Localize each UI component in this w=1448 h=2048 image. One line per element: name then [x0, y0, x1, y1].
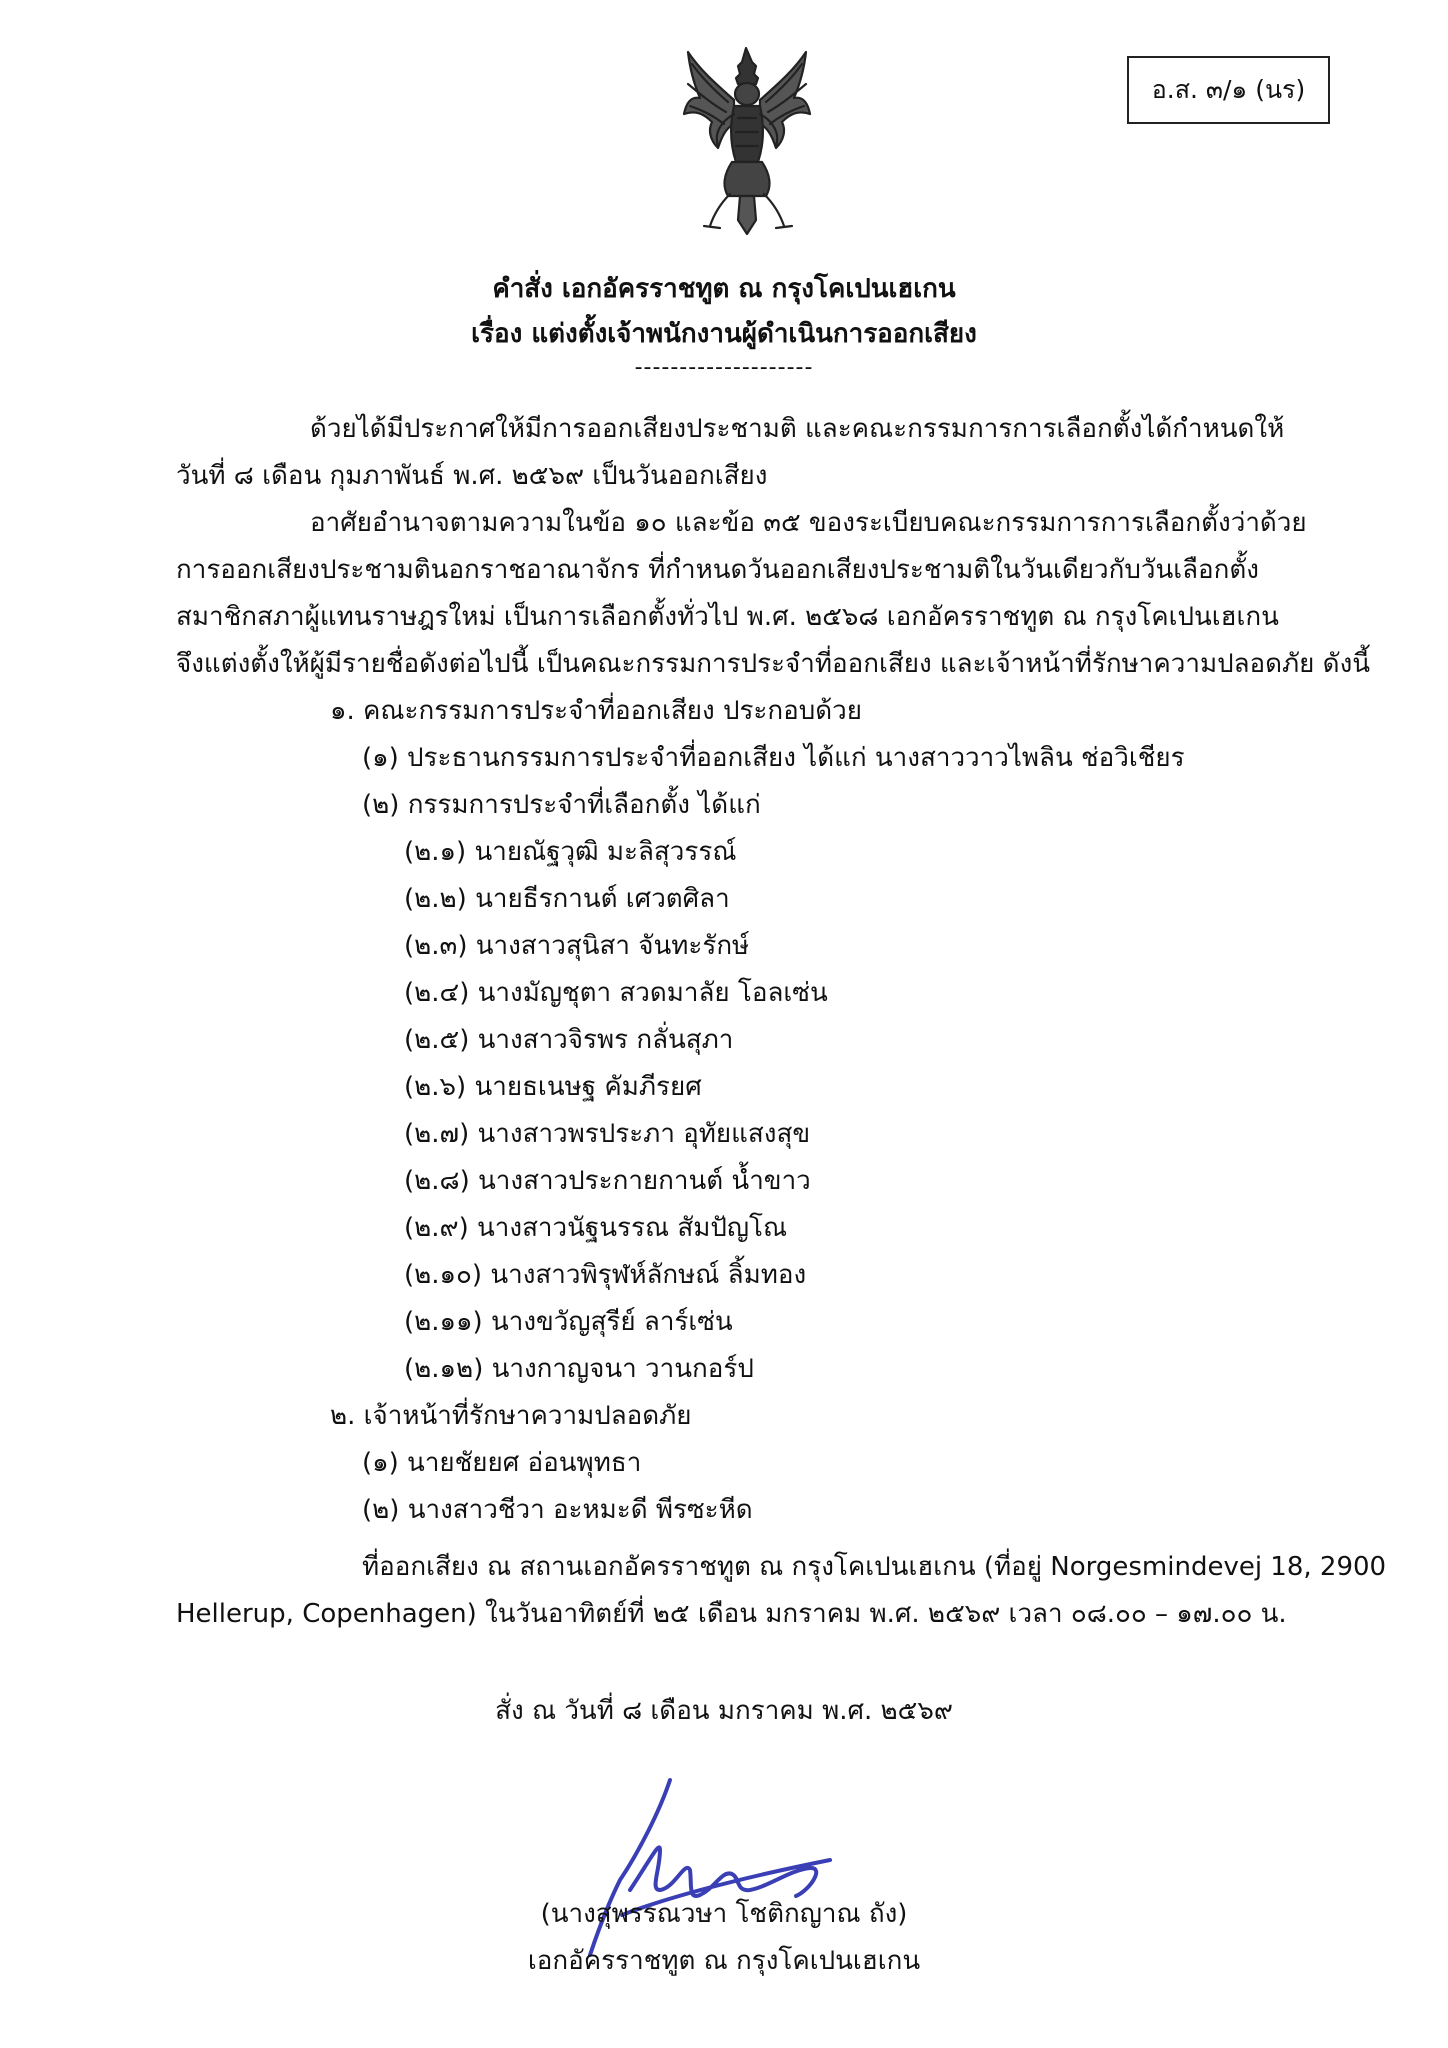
- committee-member: (๒.๒) นายธีรกานต์ เศวตศิลา: [404, 884, 730, 914]
- security-officer: (๑) นายชัยยศ อ่อนพุทธา: [362, 1448, 642, 1478]
- authority-line-4: จึงแต่งตั้งให้ผู้มีรายชื่อดังต่อไปนี้ เป็นคณะกรรมการประจำที่ออกเสียง และเจ้าหน้าที่รักษาความปลอดภัย ดังนี้: [176, 649, 1371, 679]
- form-code: อ.ส. ๓/๑ (นร): [1151, 75, 1306, 104]
- committee-member: (๒.๙) นางสาวนัฐนรรณ สัมปัญโณ: [404, 1213, 788, 1243]
- section2-heading: ๒. เจ้าหน้าที่รักษาความปลอดภัย: [330, 1401, 692, 1431]
- signatory-position: เอกอัครราชทูต ณ กรุงโคเปนเฮเกน: [527, 1946, 921, 1976]
- committee-member: (๒.๑๒) นางกาญจนา วานกอร์ป: [404, 1354, 754, 1384]
- committee-member: (๒.๘) นางสาวประกายกานต์ น้ำขาว: [404, 1166, 811, 1196]
- authority-line-3: สมาชิกสภาผู้แทนราษฎรใหม่ เป็นการเลือกตั้งทั่วไป พ.ศ. ๒๕๖๘ เอกอัครราชทูต ณ กรุงโคเปนเฮเกน: [176, 602, 1279, 632]
- security-officer: (๒) นางสาวชีวา อะหมะดี พีรซะหีด: [362, 1495, 753, 1525]
- location-line-1: ที่ออกเสียง ณ สถานเอกอัครราชทูต ณ กรุงโคเปนเฮเกน (ที่อยู่ Norgesmindevej 18, 2900: [362, 1552, 1387, 1582]
- order-subject: เรื่อง แต่งตั้งเจ้าพนักงานผู้ดำเนินการออกเสียง: [471, 319, 977, 349]
- form-code-box: [1127, 56, 1330, 124]
- location-line-2: Hellerup, Copenhagen) ในวันอาทิตย์ที่ ๒๕ เดือน มกราคม พ.ศ. ๒๕๖๙ เวลา ๐๘.๐๐ – ๑๗.๐๐ น.: [176, 1599, 1287, 1629]
- authority-line-1: อาศัยอำนาจตามความในข้อ ๑๐ และข้อ ๓๕ ของระเบียบคณะกรรมการการเลือกตั้งว่าด้วย: [310, 508, 1307, 538]
- committee-member: (๒.๑) นายณัฐวุฒิ มะลิสุวรรณ์: [404, 837, 737, 867]
- handwritten-signature-icon: [510, 1740, 880, 1970]
- section1-members-heading: (๒) กรรมการประจำที่เลือกตั้ง ได้แก่: [362, 790, 761, 820]
- preamble-line-2: วันที่ ๘ เดือน กุมภาพันธ์ พ.ศ. ๒๕๖๙ เป็นวันออกเสียง: [176, 461, 768, 491]
- order-title: คำสั่ง เอกอัครราชทูต ณ กรุงโคเปนเฮเกน: [492, 274, 956, 304]
- title-divider: --------------------: [634, 355, 814, 380]
- section1-chair: (๑) ประธานกรรมการประจำที่ออกเสียง ได้แก่ นางสาววาวไพลิน ช่อวิเชียร: [362, 743, 1185, 773]
- committee-member: (๒.๗) นางสาวพรประภา อุทัยแสงสุข: [404, 1119, 811, 1149]
- committee-member: (๒.๖) นายธเนษฐ คัมภีรยศ: [404, 1072, 702, 1102]
- committee-member: (๒.๔) นางมัญชุตา สวดมาลัย โอลเซ่น: [404, 978, 828, 1008]
- section1-heading: ๑. คณะกรรมการประจำที่ออกเสียง ประกอบด้วย: [330, 696, 862, 726]
- signatory-name: (นางสุพรรณวษา โชติกญาณ ถัง): [540, 1899, 908, 1929]
- garuda-emblem-icon: [680, 44, 812, 236]
- committee-member: (๒.๑๐) นางสาวพิรุฬห์ลักษณ์ ลิ้มทอง: [404, 1260, 807, 1290]
- order-date: สั่ง ณ วันที่ ๘ เดือน มกราคม พ.ศ. ๒๕๖๙: [495, 1696, 953, 1726]
- committee-member: (๒.๕) นางสาวจิรพร กลั่นสุภา: [404, 1025, 734, 1055]
- committee-member: (๒.๑๑) นางขวัญสุรีย์ ลาร์เซ่น: [404, 1307, 733, 1337]
- preamble-line-1: ด้วยได้มีประกาศให้มีการออกเสียงประชามติ และคณะกรรมการการเลือกตั้งได้กำหนดให้: [310, 414, 1285, 444]
- authority-line-2: การออกเสียงประชามตินอกราชอาณาจักร ที่กำหนดวันออกเสียงประชามติในวันเดียวกับวันเลือกตั้ง: [176, 555, 1259, 585]
- committee-member: (๒.๓) นางสาวสุนิสา จันทะรักษ์: [404, 931, 750, 961]
